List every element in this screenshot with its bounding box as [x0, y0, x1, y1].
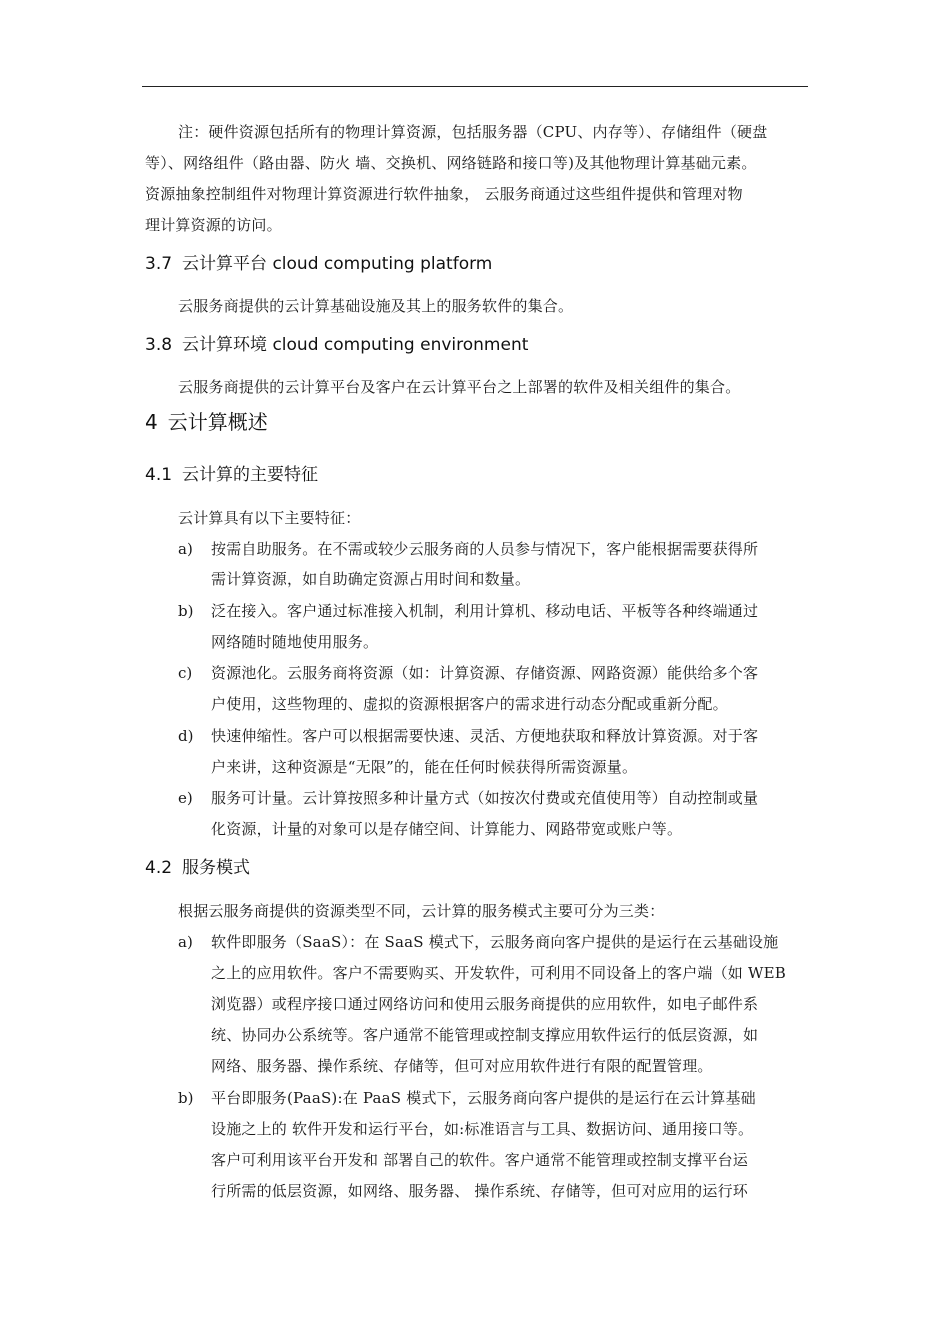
header-rule [142, 86, 808, 87]
heading-number: 3.7 [145, 254, 173, 274]
list-item-line: 浏览器）或程序接口通过网络访问和使用云服务商提供的应用软件，如电子邮件系 [211, 995, 759, 1013]
list-item-line: 服务可计量。云计算按照多种计量方式（如按次付费或充值使用等）自动控制或量 [211, 789, 759, 807]
list-item-line: 软件即服务（SaaS）：在 SaaS 模式下，云服务商向客户提供的是运行在云基础设施 [211, 933, 779, 951]
section-4-2-intro: 根据云服务商提供的资源类型不同，云计算的服务模式主要可分为三类： [178, 902, 665, 920]
list-item-line: 泛在接入。客户通过标准接入机制，利用计算机、移动电话、平板等各种终端通过 [211, 602, 759, 620]
list-marker: c) [178, 664, 193, 682]
list-item-line: 需计算资源，如自助确定资源占用时间和数量。 [211, 570, 531, 588]
list-marker: e) [178, 789, 193, 807]
list-item-line: 行所需的低层资源，如网络、服务器、 操作系统、存储等，但可对应用的运行环 [211, 1182, 748, 1200]
list-item-line: 户使用，这些物理的、虚拟的资源根据客户的需求进行动态分配或重新分配。 [211, 695, 728, 713]
heading-number: 4 [145, 410, 158, 434]
list-item-line: 统、协同办公系统等。客户通常不能管理或控制支撑应用软件运行的低层资源，如 [211, 1026, 759, 1044]
list-item-line: 网络、服务器、操作系统、存储等，但可对应用软件进行有限的配置管理。 [211, 1057, 713, 1075]
heading-3-7 [145, 253, 492, 275]
heading-4-2 [145, 857, 250, 879]
note-line-4: 理计算资源的访问。 [145, 216, 282, 234]
heading-number: 4.2 [145, 858, 173, 878]
list-item-line: 之上的应用软件。客户不需要购买、开发软件，可利用不同设备上的客户端（如 WEB [211, 964, 786, 982]
list-marker: b) [178, 1089, 194, 1107]
note-line-1: 注：硬件资源包括所有的物理计算资源，包括服务器（CPU、内存等）、存储组件（硬盘 [178, 123, 768, 141]
list-marker: a) [178, 540, 193, 558]
heading-4 [145, 409, 268, 435]
heading-title: 云计算环境 cloud computing environment [182, 335, 529, 355]
list-item-line: 按需自助服务。在不需或较少云服务商的人员参与情况下，客户能根据需要获得所 [211, 540, 759, 558]
section-4-1-intro: 云计算具有以下主要特征： [178, 509, 361, 527]
heading-title: 服务模式 [182, 858, 251, 878]
heading-4-1 [145, 464, 318, 486]
list-item-line: 设施之上的 软件开发和运行平台，如:标准语言与工具、数据访问、通用接口等。 [211, 1120, 754, 1138]
list-item-line: 资源池化。云服务商将资源（如：计算资源、存储资源、网路资源）能供给多个客 [211, 664, 759, 682]
note-line-3: 资源抽象控制组件对物理计算资源进行软件抽象， 云服务商通过这些组件提供和管理对物 [145, 185, 743, 203]
list-item-line: 网络随时随地使用服务。 [211, 633, 379, 651]
list-item-line: 平台即服务(PaaS):在 PaaS 模式下，云服务商向客户提供的是运行在云计算基础 [211, 1089, 756, 1107]
list-marker: b) [178, 602, 194, 620]
list-item-line: 化资源，计量的对象可以是存储空间、计算能力、网路带宽或账户等。 [211, 820, 683, 838]
list-marker: a) [178, 933, 193, 951]
section-3-8-body: 云服务商提供的云计算平台及客户在云计算平台之上部署的软件及相关组件的集合。 [178, 378, 741, 396]
heading-title: 云计算的主要特征 [182, 465, 319, 485]
list-item-line: 快速伸缩性。客户可以根据需要快速、灵活、方便地获取和释放计算资源。对于客 [211, 727, 759, 745]
heading-title: 云计算平台 cloud computing platform [182, 254, 493, 274]
heading-number: 3.8 [145, 335, 173, 355]
note-line-2: 等）、网络组件（路由器、防火 墙、交换机、网络链路和接口等)及其他物理计算基础元素。 [145, 154, 757, 172]
section-3-7-body: 云服务商提供的云计算基础设施及其上的服务软件的集合。 [178, 297, 574, 315]
list-item-line: 客户可利用该平台开发和 部署自己的软件。客户通常不能管理或控制支撑平台运 [211, 1151, 748, 1169]
heading-3-8 [145, 334, 528, 356]
heading-title: 云计算概述 [167, 410, 268, 434]
list-item-line: 户来讲，这种资源是“无限”的，能在任何时候获得所需资源量。 [211, 758, 638, 776]
list-marker: d) [178, 727, 194, 745]
heading-number: 4.1 [145, 465, 173, 485]
